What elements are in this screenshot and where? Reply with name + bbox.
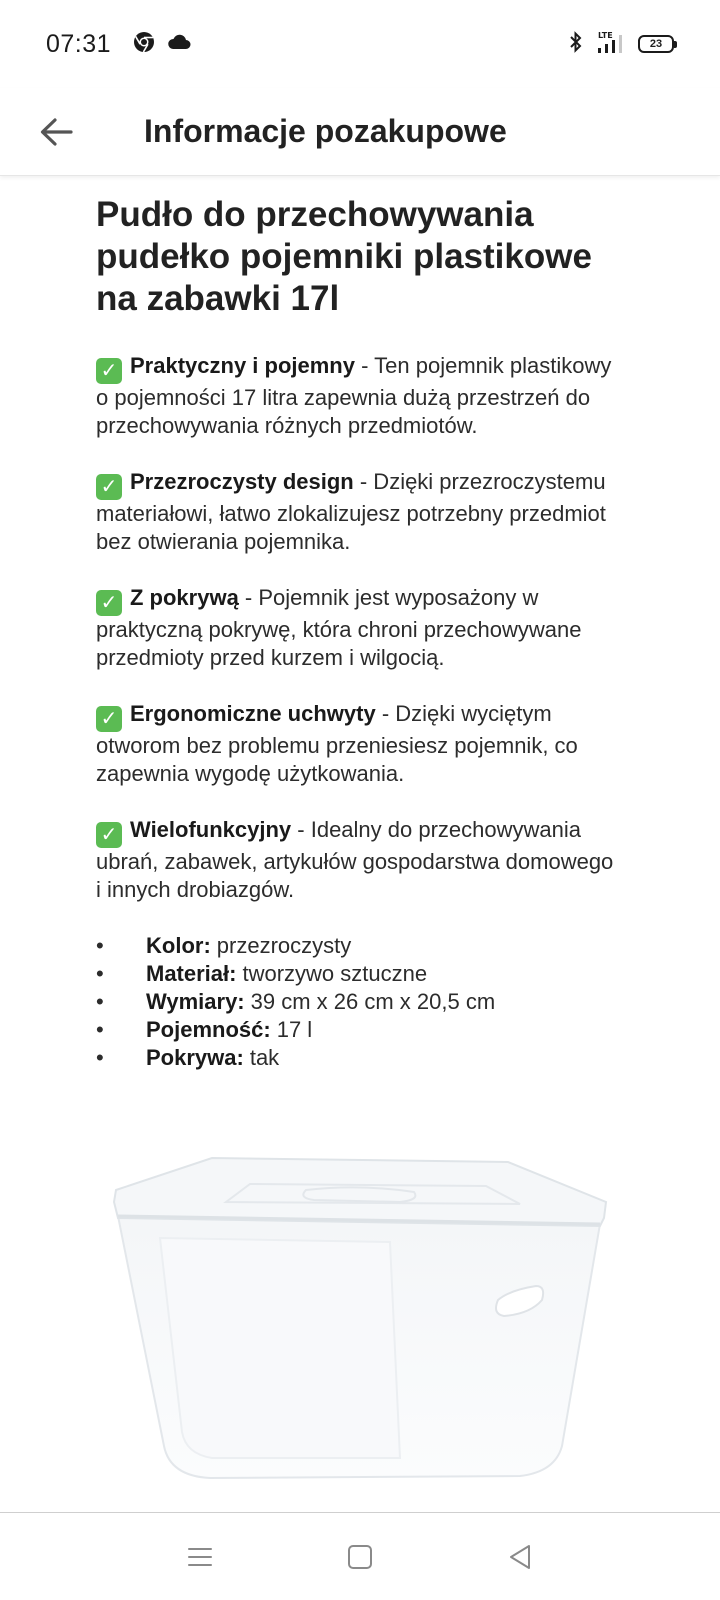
- feature-item: [96, 584, 624, 672]
- menu-icon: [187, 1546, 213, 1568]
- bluetooth-icon: [568, 31, 584, 58]
- feature-name: Przezroczysty design: [130, 469, 354, 494]
- spec-label: Wymiary:: [146, 989, 245, 1014]
- spec-item: • Pojemność: 17 l: [96, 1017, 313, 1042]
- spec-item: • Materiał: tworzywo sztuczne: [96, 961, 428, 986]
- status-bar: [0, 0, 720, 88]
- feature-text: - Pojemnik jest wyposażony w praktyczną pokrywę, która chroni przechowywane przedmioty przed kurzem i wilgocią.: [96, 585, 582, 670]
- home-button[interactable]: [330, 1527, 390, 1587]
- app-bar: [0, 88, 720, 176]
- spec-label: Kolor:: [146, 933, 211, 958]
- navigation-bar: [0, 1512, 720, 1600]
- spec-item: • Pokrywa: tak: [96, 1045, 280, 1070]
- feature-item: [96, 700, 624, 788]
- spec-label: Pokrywa:: [146, 1045, 244, 1070]
- triangle-back-icon: [507, 1543, 533, 1571]
- chrome-icon: [133, 31, 155, 58]
- spec-value: 39 cm x 26 cm x 20,5 cm: [250, 989, 496, 1014]
- spec-value: 17 l: [276, 1017, 313, 1042]
- check-icon: ✓: [96, 474, 122, 500]
- feature-name: Z pokrywą: [130, 585, 239, 610]
- arrow-left-icon: [39, 117, 73, 147]
- check-icon: ✓: [96, 358, 122, 384]
- spec-item: • Kolor: przezroczysty: [96, 933, 352, 958]
- feature-item: [96, 468, 624, 556]
- check-icon: ✓: [96, 822, 122, 848]
- spec-label: Pojemność:: [146, 1017, 271, 1042]
- check-icon: ✓: [96, 590, 122, 616]
- product-title: Pudło do przechowywania pudełko pojemniki plastikowe na zabawki 17l: [96, 195, 592, 318]
- svg-text:LTE: LTE: [598, 30, 613, 40]
- spec-value: tworzywo sztuczne: [242, 961, 428, 986]
- cloud-icon: [167, 33, 191, 56]
- home-square-icon: [347, 1544, 373, 1570]
- feature-name: Wielofunkcyjny: [130, 817, 292, 842]
- status-time: 07:31: [46, 29, 112, 58]
- spec-value: przezroczysty: [216, 933, 352, 958]
- feature-text: - Dzięki wyciętym otworom bez problemu przeniesiesz pojemnik, co zapewnia wygodę użytkowania.: [96, 701, 578, 786]
- product-description[interactable]: [0, 176, 720, 1512]
- lte-signal-icon: [596, 30, 626, 59]
- feature-text: - Dzięki przezroczystemu materiałowi, łatwo zlokalizujesz potrzebny przedmiot bez otwierania pojemnika.: [96, 469, 606, 554]
- feature-item: [96, 816, 624, 904]
- feature-text: - Idealny do przechowywania ubrań, zabawek, artykułów gospodarstwa domowego i innych drobiazgów.: [96, 817, 614, 902]
- spec-label: Materiał:: [146, 961, 237, 986]
- check-icon: ✓: [96, 706, 122, 732]
- feature-text: - Ten pojemnik plastikowy o pojemności 17 litra zapewnia dużą przestrzeń do przechowywania różnych przedmiotów.: [96, 353, 612, 438]
- spec-value: tak: [249, 1045, 280, 1070]
- back-nav-button[interactable]: [490, 1527, 550, 1587]
- battery-indicator: 23: [638, 35, 674, 53]
- feature-name: Ergonomiczne uchwyty: [130, 701, 376, 726]
- page-title: Informacje pozakupowe: [144, 113, 507, 149]
- feature-item: [96, 352, 624, 440]
- spec-list: [96, 932, 624, 1072]
- feature-name: Praktyczny i pojemny: [130, 353, 355, 378]
- spec-item: • Wymiary: 39 cm x 26 cm x 20,5 cm: [96, 989, 496, 1014]
- menu-button[interactable]: [170, 1527, 230, 1587]
- product-image: [100, 1146, 620, 1492]
- back-button[interactable]: [26, 102, 86, 162]
